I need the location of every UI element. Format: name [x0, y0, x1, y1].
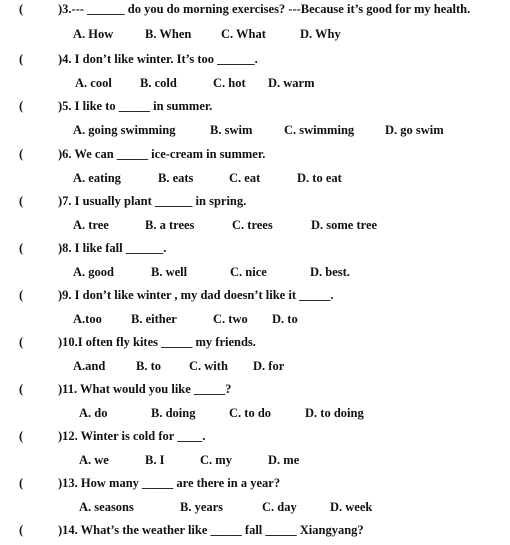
option-a: A. cool	[75, 76, 112, 90]
question-stem: )6. We can _____ ice-cream in summer.	[58, 147, 266, 161]
option-b: B. When	[145, 27, 192, 41]
option-c: C. hot	[213, 76, 246, 90]
question-stem: )5. I like to _____ in summer.	[58, 99, 213, 113]
question-14	[0, 523, 510, 543]
question-stem: )8. I like fall ______.	[58, 241, 167, 255]
option-c: C. with	[189, 359, 228, 373]
answer-blank-paren: (	[19, 523, 24, 537]
option-b: B. a trees	[145, 218, 195, 232]
option-d: D. for	[253, 359, 285, 373]
answer-blank-paren: (	[19, 429, 24, 443]
answer-blank-paren: (	[19, 147, 24, 161]
option-d: D. me	[268, 453, 300, 467]
option-c: C. swimming	[284, 123, 355, 137]
question-stem: )12. Winter is cold for ____.	[58, 429, 206, 443]
option-c: C. nice	[230, 265, 267, 279]
question-4	[0, 52, 510, 72]
answer-blank-paren: (	[19, 382, 24, 396]
options-11	[0, 406, 510, 426]
options-4	[0, 76, 510, 96]
option-d: D. week	[330, 500, 373, 514]
question-stem: )13. How many _____ are there in a year?	[58, 476, 281, 490]
answer-blank-paren: (	[19, 241, 24, 255]
options-13	[0, 500, 510, 520]
option-d: D. to eat	[297, 171, 342, 185]
option-a: A. we	[79, 453, 109, 467]
options-5	[0, 123, 510, 143]
option-a: A. tree	[73, 218, 109, 232]
option-b: B. I	[145, 453, 165, 467]
option-c: C. What	[221, 27, 266, 41]
option-b: B. either	[131, 312, 177, 326]
question-7	[0, 194, 510, 214]
options-6	[0, 171, 510, 191]
question-stem: )4. I don’t like winter. It’s too ______.	[58, 52, 258, 66]
option-b: B. well	[151, 265, 188, 279]
option-a: A. good	[73, 265, 114, 279]
option-c: C. to do	[229, 406, 272, 420]
option-b: B. years	[180, 500, 224, 514]
option-d: D. to doing	[305, 406, 364, 420]
option-a: A. going swimming	[73, 123, 176, 137]
option-d: D. Why	[300, 27, 341, 41]
option-d: D. warm	[268, 76, 315, 90]
question-stem: )14. What’s the weather like _____ fall _____ Xiangyang?	[58, 523, 364, 537]
options-12	[0, 453, 510, 473]
question-8	[0, 241, 510, 261]
option-c: C. two	[213, 312, 248, 326]
question-stem: )3.--- ______ do you do morning exercises? ---Because it’s good for my health.	[58, 2, 471, 16]
answer-blank-paren: (	[19, 52, 24, 66]
question-stem: )11. What would you like _____?	[58, 382, 232, 396]
options-9	[0, 312, 510, 332]
option-c: C. trees	[232, 218, 273, 232]
option-a: A. How	[73, 27, 114, 41]
option-b: B. to	[136, 359, 161, 373]
options-10	[0, 359, 510, 379]
option-c: C. my	[200, 453, 232, 467]
option-d: D. some tree	[311, 218, 378, 232]
question-5	[0, 99, 510, 119]
option-a: A. do	[79, 406, 108, 420]
option-c: C. eat	[229, 171, 261, 185]
option-a: A. seasons	[79, 500, 134, 514]
answer-blank-paren: (	[19, 335, 24, 349]
question-6	[0, 147, 510, 167]
answer-blank-paren: (	[19, 476, 24, 490]
options-8	[0, 265, 510, 285]
question-stem: )10.I often fly kites _____ my friends.	[58, 335, 256, 349]
question-10	[0, 335, 510, 355]
option-a: A.too	[73, 312, 102, 326]
question-3	[0, 2, 510, 22]
option-d: D. to	[272, 312, 298, 326]
question-11	[0, 382, 510, 402]
option-b: B. cold	[140, 76, 177, 90]
answer-blank-paren: (	[19, 194, 24, 208]
answer-blank-paren: (	[19, 2, 24, 16]
option-b: B. eats	[158, 171, 194, 185]
question-stem: )9. I don’t like winter , my dad doesn’t like it _____.	[58, 288, 334, 302]
question-12	[0, 429, 510, 449]
answer-blank-paren: (	[19, 288, 24, 302]
options-3	[0, 27, 510, 47]
option-a: A. eating	[73, 171, 121, 185]
answer-blank-paren: (	[19, 99, 24, 113]
option-d: D. go swim	[385, 123, 444, 137]
option-d: D. best.	[310, 265, 350, 279]
option-b: B. doing	[151, 406, 196, 420]
question-stem: )7. I usually plant ______ in spring.	[58, 194, 247, 208]
question-13	[0, 476, 510, 496]
option-c: C. day	[262, 500, 297, 514]
options-7	[0, 218, 510, 238]
question-9	[0, 288, 510, 308]
option-a: A.and	[73, 359, 106, 373]
option-b: B. swim	[210, 123, 253, 137]
